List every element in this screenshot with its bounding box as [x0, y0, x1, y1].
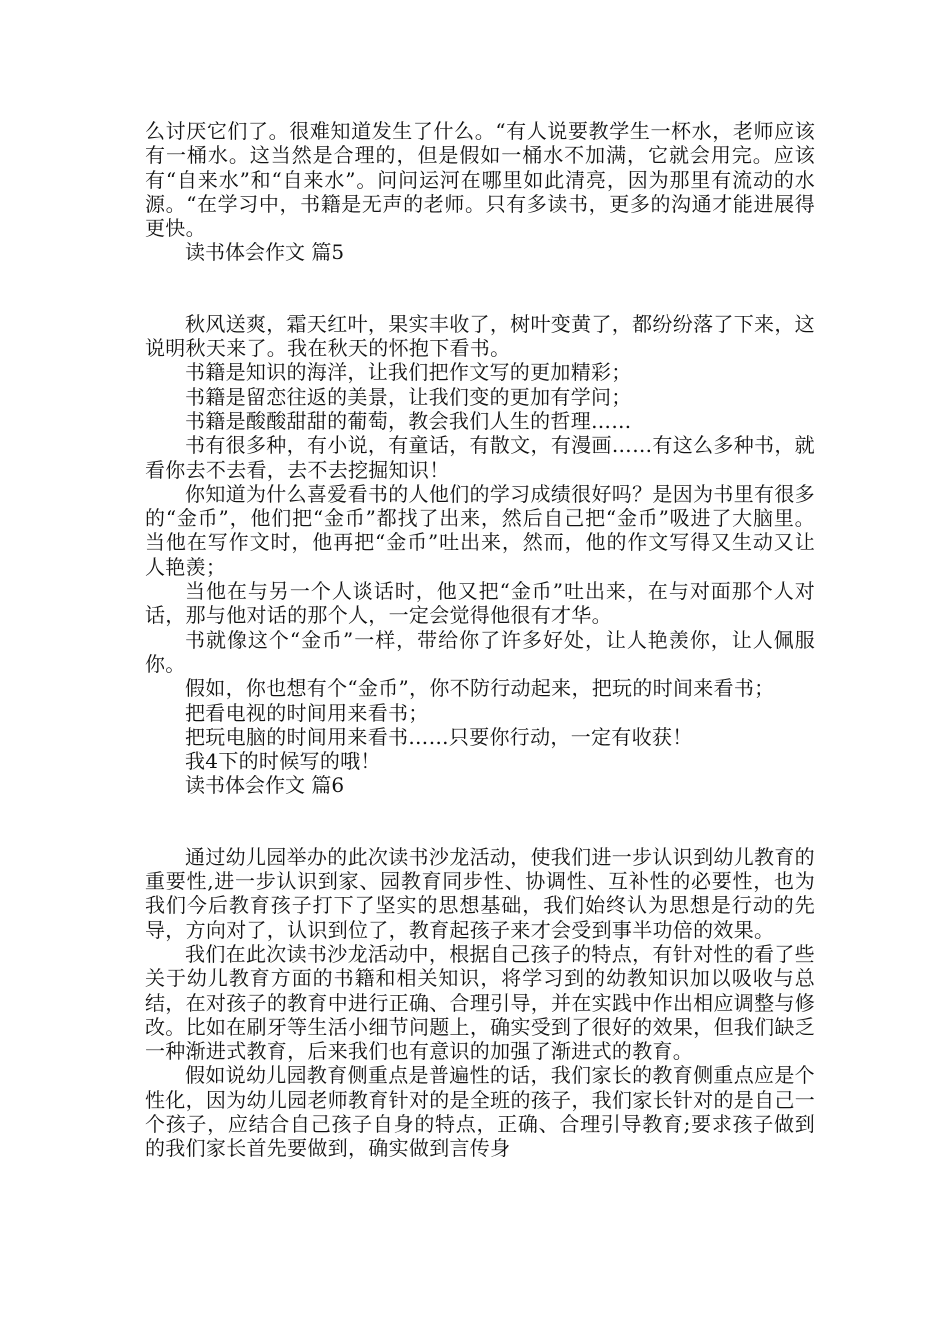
paragraph: 假如，你也想有个“金币”，你不防行动起来，把玩的时间来看书；	[185, 676, 775, 701]
paragraph: 书籍是留恋往返的美景，让我们变的更加有学问；	[185, 384, 632, 409]
paragraph: 书籍是酸酸甜甜的葡萄，教会我们人生的哲理……	[185, 408, 632, 433]
paragraph-continued: 么讨厌它们了。很难知道发生了什么。“有人说要教学生一杯水，老师应该有一桶水。这当然是合理的，但是假如一桶水不加满，它就会用完。应该有“自来水”和“自来水”。问问运河在哪里如此清亮，因为那里有流动的水源。“在学习中，书籍是无声的老师。只有多读书，更多的沟通才能进展得更快。	[145, 119, 815, 241]
paragraph: 通过幼儿园举办的此次读书沙龙活动，使我们进一步认识到幼儿教育的重要性,进一步认识到家、园教育同步性、协调性、互补性的必要性，也为我们今后教育孩子打下了坚实的思想基础，我们始终认为思想是行动的先导，方向对了，认识到位了，教育起孩子来才会受到事半功倍的效果。	[145, 844, 815, 942]
document-body	[145, 119, 815, 1161]
paragraph: 把玩电脑的时间用来看书……只要你行动，一定有收获！	[185, 724, 693, 749]
section-heading-6: 读书体会作文 篇6	[185, 773, 345, 798]
section-heading-5: 读书体会作文 篇5	[185, 240, 345, 265]
paragraph: 书籍是知识的海洋，让我们把作文写的更加精彩；	[185, 360, 632, 385]
paragraph: 假如说幼儿园教育侧重点是普遍性的话，我们家长的教育侧重点应是个性化，因为幼儿园老师教育针对的是全班的孩子，我们家长针对的是自己一个孩子，应结合自己孩子自身的特点，正确、合理引导教育;要求孩子做到的我们家长首先要做到，确实做到言传身	[145, 1063, 815, 1161]
paragraph: 书就像这个“金币”一样，带给你了许多好处，让人艳羡你，让人佩服你。	[145, 627, 815, 676]
paragraph: 当他在与另一个人谈话时，他又把“金币”吐出来，在与对面那个人对话，那与他对话的那个人，一定会觉得他很有才华。	[145, 579, 815, 628]
section-gap	[145, 798, 815, 845]
paragraph: 书有很多种，有小说，有童话，有散文，有漫画……有这么多种书，就看你去不去看，去不去挖掘知识！	[145, 433, 815, 482]
paragraph: 我4下的时候写的哦！	[185, 749, 381, 774]
paragraph: 你知道为什么喜爱看书的人他们的学习成绩很好吗？是因为书里有很多的“金币”，他们把“金币”都找了出来，然后自己把“金币”吸进了大脑里。当他在写作文时，他再把“金币”吐出来，然而，他的作文写得又生动又让人艳羡；	[145, 481, 815, 579]
paragraph: 我们在此次读书沙龙活动中，根据自己孩子的特点，有针对性的看了些关于幼儿教育方面的书籍和相关知识，将学习到的幼教知识加以吸收与总结，在对孩子的教育中进行正确、合理引导，并在实践中作出相应调整与修改。比如在刷牙等生活小细节问题上，确实受到了很好的效果，但我们缺乏一种渐进式教育，后来我们也有意识的加强了渐进式的教育。	[145, 941, 815, 1064]
section-gap	[145, 265, 815, 312]
paragraph: 秋风送爽，霜天红叶，果实丰收了，树叶变黄了，都纷纷落了下来，这说明秋天来了。我在秋天的怀抱下看书。	[145, 311, 815, 361]
paragraph: 把看电视的时间用来看书；	[185, 700, 429, 725]
